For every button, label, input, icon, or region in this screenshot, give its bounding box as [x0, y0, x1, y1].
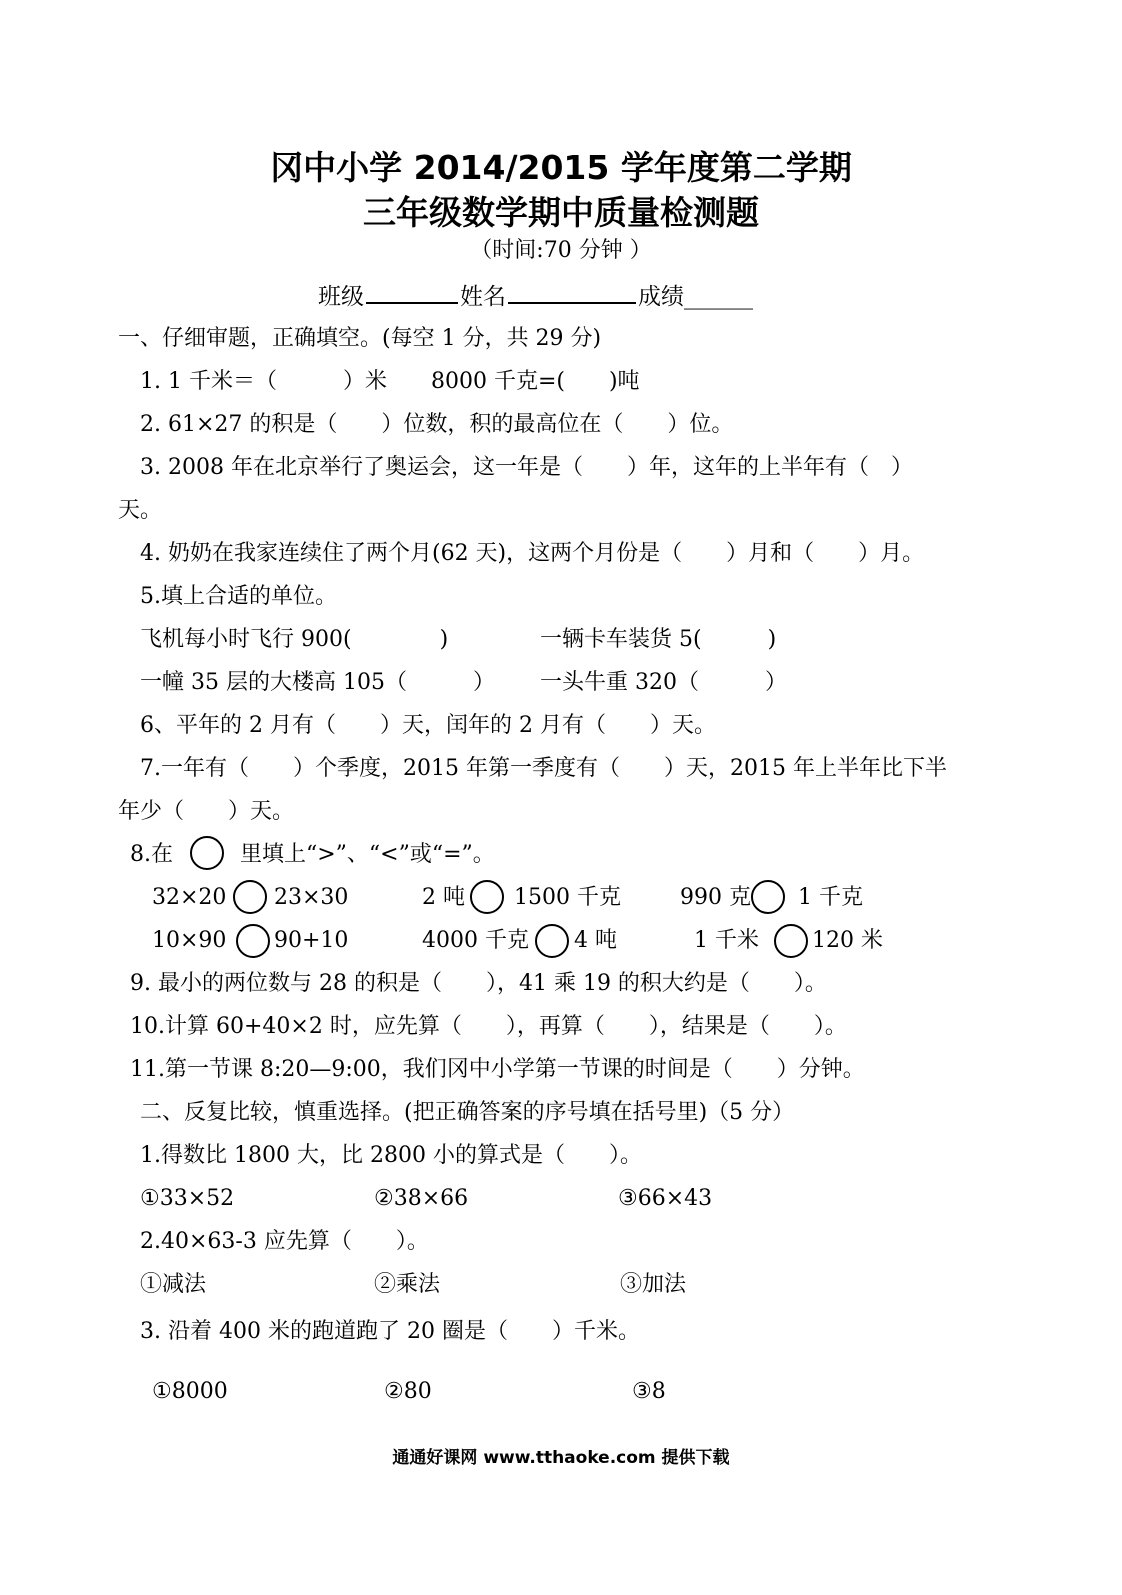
s1-q8-suffix: 里填上“>”、“<”或“=”。	[240, 842, 495, 867]
q8-r1c-left: 990 克	[680, 885, 751, 910]
s2-q1-option2: ②38×66	[374, 1186, 469, 1211]
s1-q10: 10.计算 60+40×2 时，应先算（ ），再算（ ），结果是（ ）。	[130, 1014, 847, 1039]
s1-q5-a: 飞机每小时飞行 900( )	[140, 627, 449, 652]
exam-time: （时间:70 分钟 ）	[470, 238, 652, 263]
score-label: 成绩______	[638, 284, 753, 310]
s2-q2-option3: ③加法	[620, 1272, 687, 1297]
s1-q1: 1. 1 千米＝（ ）米 8000 千克=( )吨	[140, 369, 640, 394]
compare-circle	[470, 880, 504, 914]
compare-circle	[774, 924, 808, 958]
s1-q2: 2. 61×27 的积是（ ）位数，积的最高位在（ ）位。	[140, 412, 734, 437]
compare-circle	[236, 924, 270, 958]
s1-q5-b: 一辆卡车装货 5( )	[540, 627, 777, 652]
s1-q7-line2: 年少（ ）天。	[118, 799, 295, 824]
section2-heading: 二、反复比较，慎重选择。(把正确答案的序号填在括号里)（5 分）	[140, 1100, 795, 1125]
compare-circle	[751, 880, 785, 914]
q8-r2c-right: 120 米	[812, 928, 883, 953]
q8-r2a-right: 90+10	[274, 928, 349, 953]
q8-r1c-right: 1 千克	[798, 885, 863, 910]
footer-source: 通通好课网 www.tthaoke.com 提供下载	[392, 1448, 730, 1468]
s2-q2-option2: ②乘法	[374, 1272, 441, 1297]
s2-q1-option1: ①33×52	[140, 1186, 235, 1211]
s2-q3-option3: ③8	[632, 1379, 666, 1404]
class-blank	[366, 282, 458, 304]
s1-q5: 5.填上合适的单位。	[140, 584, 337, 609]
name-label: 姓名	[460, 284, 506, 310]
q8-r2b-left: 4000 千克	[422, 928, 529, 953]
s1-q5-c: 一幢 35 层的大楼高 105（ ）	[140, 670, 495, 695]
q8-r2a-left: 10×90	[152, 928, 227, 953]
s1-q5-d: 一头牛重 320（ ）	[540, 670, 787, 695]
compare-circle	[535, 924, 569, 958]
q8-r2c-left: 1 千米	[694, 928, 759, 953]
class-label: 班级	[318, 284, 364, 310]
s2-q2-option1: ①减法	[140, 1272, 207, 1297]
s1-q7-line1: 7.一年有（ ）个季度，2015 年第一季度有（ ）天，2015 年上半年比下半	[140, 756, 947, 781]
q8-r1b-right: 1500 千克	[514, 885, 621, 910]
s1-q4: 4. 奶奶在我家连续住了两个月(62 天)，这两个月份是（ ）月和（ ）月。	[140, 541, 925, 566]
s2-q1: 1.得数比 1800 大，比 2800 小的算式是（ ）。	[140, 1143, 642, 1168]
exam-title-line1: 冈中小学 2014/2015 学年度第二学期	[270, 148, 852, 187]
exam-title-line2: 三年级数学期中质量检测题	[363, 193, 759, 232]
s2-q3-option1: ①8000	[152, 1379, 228, 1404]
compare-circle	[233, 880, 267, 914]
s1-q3-line1: 3. 2008 年在北京举行了奥运会，这一年是（ ）年，这年的上半年有（ ）	[140, 455, 913, 480]
q8-r1b-left: 2 吨	[422, 885, 465, 910]
s2-q3: 3. 沿着 400 米的跑道跑了 20 圈是（ ）千米。	[140, 1319, 640, 1344]
s1-q8-prefix: 8.在	[130, 842, 173, 867]
section1-heading: 一、仔细审题，正确填空。(每空 1 分，共 29 分)	[118, 326, 602, 351]
s1-q11: 11.第一节课 8:20—9:00，我们冈中小学第一节课的时间是（ ）分钟。	[130, 1057, 865, 1082]
q8-r2b-right: 4 吨	[574, 928, 617, 953]
s1-q3-line2: 天。	[118, 498, 163, 523]
s1-q9: 9. 最小的两位数与 28 的积是（ ），41 乘 19 的积大约是（ ）。	[130, 971, 827, 996]
s1-q6: 6、平年的 2 月有（ ）天，闰年的 2 月有（ ）天。	[140, 713, 716, 738]
q8-r1a-left: 32×20	[152, 885, 227, 910]
student-info-line	[318, 282, 753, 311]
name-blank	[508, 282, 636, 304]
q8-r1a-right: 23×30	[274, 885, 349, 910]
s2-q3-option2: ②80	[384, 1379, 432, 1404]
s2-q1-option3: ③66×43	[618, 1186, 713, 1211]
s2-q2: 2.40×63-3 应先算（ ）。	[140, 1229, 429, 1254]
compare-circle	[190, 836, 224, 870]
